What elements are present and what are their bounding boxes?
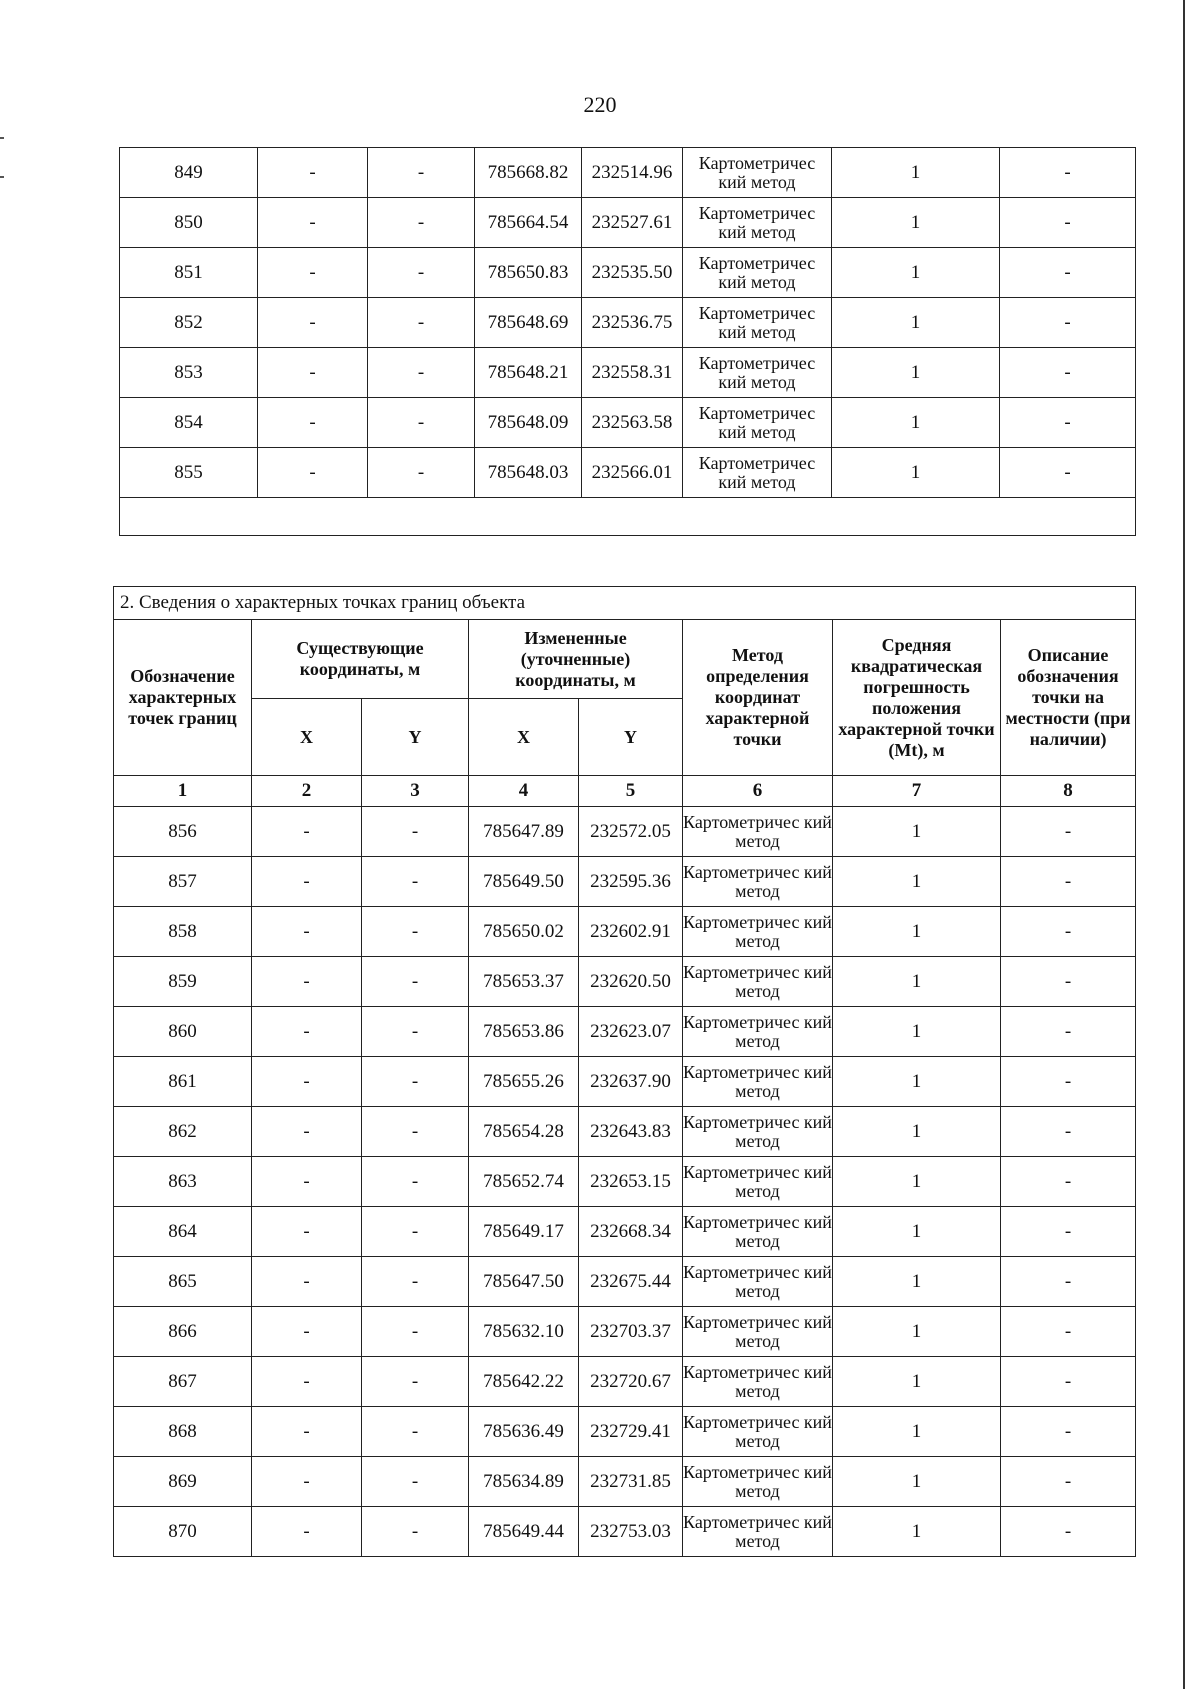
error-cell: 1 [833, 1257, 1001, 1307]
method-cell: Картометричес кий метод [683, 298, 832, 348]
description-cell: - [1001, 1157, 1136, 1207]
description-cell: - [1001, 1007, 1136, 1057]
changed-x-cell: 785654.28 [469, 1107, 579, 1157]
method-cell: Картометричес кий метод [683, 1257, 833, 1307]
point-id-cell: 869 [114, 1457, 252, 1507]
table2-caption-row [114, 587, 1136, 620]
existing-x-cell: - [252, 857, 362, 907]
table-row [120, 198, 1136, 248]
error-cell: 1 [833, 1357, 1001, 1407]
page-edge-rule [1183, 0, 1185, 1689]
point-id-cell: 866 [114, 1307, 252, 1357]
description-cell: - [1001, 1407, 1136, 1457]
changed-y-cell: 232637.90 [579, 1057, 683, 1107]
changed-x-cell: 785664.54 [475, 198, 582, 248]
table-row [114, 1307, 1136, 1357]
column-number: 3 [362, 776, 469, 807]
point-id-cell: 850 [120, 198, 258, 248]
table-row [114, 1057, 1136, 1107]
description-cell: - [1001, 1257, 1136, 1307]
header-description: Описание обозначения точки на местности (при наличии) [1001, 620, 1136, 776]
column-number: 5 [579, 776, 683, 807]
existing-x-cell: - [258, 448, 368, 498]
page-number: 220 [583, 92, 617, 117]
existing-y-cell: - [368, 298, 475, 348]
table-row [114, 1357, 1136, 1407]
existing-y-cell: - [362, 1507, 469, 1557]
existing-y-cell: - [362, 857, 469, 907]
method-cell: Картометричес кий метод [683, 957, 833, 1007]
existing-x-cell: - [252, 1507, 362, 1557]
header-error: Средняя квадратическая погрешность положения характерной точки (Mt), м [833, 620, 1001, 776]
existing-y-cell: - [368, 398, 475, 448]
existing-x-cell: - [252, 1157, 362, 1207]
existing-y-cell: - [368, 198, 475, 248]
table-row [114, 957, 1136, 1007]
error-cell: 1 [833, 1457, 1001, 1507]
description-cell: - [1000, 148, 1136, 198]
changed-x-cell: 785648.21 [475, 348, 582, 398]
existing-y-cell: - [368, 448, 475, 498]
changed-x-cell: 785647.50 [469, 1257, 579, 1307]
method-cell: Картометричес кий метод [683, 907, 833, 957]
existing-x-cell: - [252, 1257, 362, 1307]
existing-y-cell: - [362, 907, 469, 957]
column-number: 2 [252, 776, 362, 807]
existing-y-cell: - [368, 148, 475, 198]
table2-column-numbers [114, 776, 1136, 807]
boundary-points-table [113, 586, 1136, 1557]
existing-y-cell: - [362, 1207, 469, 1257]
existing-x-cell: - [252, 1007, 362, 1057]
point-id-cell: 852 [120, 298, 258, 348]
changed-x-cell: 785642.22 [469, 1357, 579, 1407]
error-cell: 1 [833, 1157, 1001, 1207]
existing-y-cell: - [362, 1307, 469, 1357]
column-number: 8 [1001, 776, 1136, 807]
error-cell: 1 [833, 907, 1001, 957]
header-existing-x: X [252, 699, 362, 776]
header-changed: Измененные (уточненные) координаты, м [469, 620, 683, 699]
coordinates-table-continued [119, 147, 1136, 536]
point-id-cell: 851 [120, 248, 258, 298]
error-cell: 1 [832, 148, 1000, 198]
changed-x-cell: 785649.17 [469, 1207, 579, 1257]
table-row [114, 1107, 1136, 1157]
method-cell: Картометричес кий метод [683, 1457, 833, 1507]
existing-y-cell: - [368, 248, 475, 298]
header-designation: Обозначение характерных точек границ [114, 620, 252, 776]
error-cell: 1 [833, 807, 1001, 857]
existing-x-cell: - [258, 148, 368, 198]
existing-x-cell: - [252, 1307, 362, 1357]
existing-y-cell: - [362, 1157, 469, 1207]
existing-x-cell: - [258, 398, 368, 448]
existing-y-cell: - [362, 1407, 469, 1457]
point-id-cell: 860 [114, 1007, 252, 1057]
existing-x-cell: - [252, 1357, 362, 1407]
method-cell: Картометричес кий метод [683, 1307, 833, 1357]
description-cell: - [1001, 957, 1136, 1007]
description-cell: - [1001, 907, 1136, 957]
changed-x-cell: 785655.26 [469, 1057, 579, 1107]
description-cell: - [1000, 298, 1136, 348]
table-row [114, 907, 1136, 957]
existing-x-cell: - [258, 248, 368, 298]
method-cell: Картометричес кий метод [683, 1207, 833, 1257]
method-cell: Картометричес кий метод [683, 1407, 833, 1457]
existing-x-cell: - [252, 1107, 362, 1157]
changed-y-cell: 232703.37 [579, 1307, 683, 1357]
existing-x-cell: - [252, 1057, 362, 1107]
description-cell: - [1001, 857, 1136, 907]
point-id-cell: 861 [114, 1057, 252, 1107]
changed-y-cell: 232527.61 [582, 198, 683, 248]
method-cell: Картометричес кий метод [683, 148, 832, 198]
changed-y-cell: 232620.50 [579, 957, 683, 1007]
point-id-cell: 855 [120, 448, 258, 498]
method-cell: Картометричес кий метод [683, 198, 832, 248]
error-cell: 1 [833, 1507, 1001, 1557]
table2-body [114, 807, 1136, 1557]
existing-y-cell: - [362, 1007, 469, 1057]
description-cell: - [1001, 1057, 1136, 1107]
changed-y-cell: 232563.58 [582, 398, 683, 448]
point-id-cell: 865 [114, 1257, 252, 1307]
changed-y-cell: 232536.75 [582, 298, 683, 348]
table-row [120, 248, 1136, 298]
method-cell: Картометричес кий метод [683, 248, 832, 298]
changed-x-cell: 785668.82 [475, 148, 582, 198]
error-cell: 1 [833, 957, 1001, 1007]
changed-x-cell: 785653.37 [469, 957, 579, 1007]
description-cell: - [1000, 348, 1136, 398]
changed-y-cell: 232643.83 [579, 1107, 683, 1157]
method-cell: Картометричес кий метод [683, 1157, 833, 1207]
column-number: 6 [683, 776, 833, 807]
table-row [114, 1007, 1136, 1057]
error-cell: 1 [833, 1207, 1001, 1257]
changed-y-cell: 232558.31 [582, 348, 683, 398]
point-id-cell: 858 [114, 907, 252, 957]
changed-y-cell: 232753.03 [579, 1507, 683, 1557]
error-cell: 1 [832, 248, 1000, 298]
point-id-cell: 854 [120, 398, 258, 448]
point-id-cell: 856 [114, 807, 252, 857]
changed-y-cell: 232602.91 [579, 907, 683, 957]
table1-body [120, 148, 1136, 498]
description-cell: - [1001, 1507, 1136, 1557]
error-cell: 1 [832, 398, 1000, 448]
description-cell: - [1000, 198, 1136, 248]
changed-x-cell: 785648.69 [475, 298, 582, 348]
table-row [114, 1457, 1136, 1507]
changed-y-cell: 232514.96 [582, 148, 683, 198]
changed-x-cell: 785636.49 [469, 1407, 579, 1457]
method-cell: Картометричес кий метод [683, 857, 833, 907]
method-cell: Картометричес кий метод [683, 807, 833, 857]
header-existing-y: Y [362, 699, 469, 776]
existing-x-cell: - [252, 1407, 362, 1457]
error-cell: 1 [833, 1107, 1001, 1157]
description-cell: - [1001, 1307, 1136, 1357]
error-cell: 1 [833, 1007, 1001, 1057]
changed-y-cell: 232653.15 [579, 1157, 683, 1207]
description-cell: - [1001, 807, 1136, 857]
column-number: 4 [469, 776, 579, 807]
method-cell: Картометричес кий метод [683, 1507, 833, 1557]
table-row [120, 148, 1136, 198]
table-row [114, 857, 1136, 907]
header-method: Метод определения координат характерной точки [683, 620, 833, 776]
changed-y-cell: 232675.44 [579, 1257, 683, 1307]
changed-y-cell: 232720.67 [579, 1357, 683, 1407]
point-id-cell: 859 [114, 957, 252, 1007]
method-cell: Картометричес кий метод [683, 398, 832, 448]
existing-y-cell: - [362, 1257, 469, 1307]
error-cell: 1 [832, 348, 1000, 398]
existing-x-cell: - [258, 298, 368, 348]
changed-x-cell: 785649.44 [469, 1507, 579, 1557]
point-id-cell: 862 [114, 1107, 252, 1157]
existing-x-cell: - [252, 907, 362, 957]
column-number: 7 [833, 776, 1001, 807]
changed-y-cell: 232572.05 [579, 807, 683, 857]
error-cell: 1 [833, 857, 1001, 907]
existing-y-cell: - [362, 1357, 469, 1407]
changed-y-cell: 232729.41 [579, 1407, 683, 1457]
changed-x-cell: 785634.89 [469, 1457, 579, 1507]
table-row [120, 398, 1136, 448]
point-id-cell: 868 [114, 1407, 252, 1457]
point-id-cell: 849 [120, 148, 258, 198]
changed-y-cell: 232668.34 [579, 1207, 683, 1257]
changed-x-cell: 785650.02 [469, 907, 579, 957]
existing-y-cell: - [362, 957, 469, 1007]
header-existing: Существующие координаты, м [252, 620, 469, 699]
table2-caption: 2. Сведения о характерных точках границ объекта [114, 587, 1136, 620]
changed-y-cell: 232595.36 [579, 857, 683, 907]
table-row [114, 1507, 1136, 1557]
description-cell: - [1001, 1107, 1136, 1157]
changed-x-cell: 785649.50 [469, 857, 579, 907]
point-id-cell: 853 [120, 348, 258, 398]
description-cell: - [1001, 1357, 1136, 1407]
point-id-cell: 867 [114, 1357, 252, 1407]
existing-y-cell: - [362, 1057, 469, 1107]
method-cell: Картометричес кий метод [683, 1107, 833, 1157]
empty-cell [120, 498, 1136, 536]
existing-y-cell: - [362, 1107, 469, 1157]
point-id-cell: 863 [114, 1157, 252, 1207]
table-row [120, 348, 1136, 398]
error-cell: 1 [833, 1057, 1001, 1107]
changed-y-cell: 232731.85 [579, 1457, 683, 1507]
table2-header-row-1 [114, 620, 1136, 699]
changed-x-cell: 785650.83 [475, 248, 582, 298]
point-id-cell: 870 [114, 1507, 252, 1557]
table-row [120, 448, 1136, 498]
error-cell: 1 [833, 1407, 1001, 1457]
changed-x-cell: 785632.10 [469, 1307, 579, 1357]
method-cell: Картометричес кий метод [683, 1007, 833, 1057]
existing-y-cell: - [362, 1457, 469, 1507]
method-cell: Картометричес кий метод [683, 348, 832, 398]
existing-x-cell: - [258, 198, 368, 248]
header-changed-y: Y [579, 699, 683, 776]
margin-tick [0, 176, 4, 178]
table-row [114, 1407, 1136, 1457]
existing-y-cell: - [362, 807, 469, 857]
existing-x-cell: - [252, 807, 362, 857]
description-cell: - [1001, 1457, 1136, 1507]
table-row [114, 807, 1136, 857]
changed-y-cell: 232623.07 [579, 1007, 683, 1057]
table1-empty-row [120, 498, 1136, 536]
table-row [114, 1157, 1136, 1207]
changed-x-cell: 785648.09 [475, 398, 582, 448]
margin-tick [0, 137, 4, 139]
changed-y-cell: 232566.01 [582, 448, 683, 498]
changed-x-cell: 785648.03 [475, 448, 582, 498]
point-id-cell: 857 [114, 857, 252, 907]
header-changed-x: X [469, 699, 579, 776]
existing-x-cell: - [252, 1457, 362, 1507]
existing-y-cell: - [368, 348, 475, 398]
changed-x-cell: 785647.89 [469, 807, 579, 857]
description-cell: - [1000, 398, 1136, 448]
point-id-cell: 864 [114, 1207, 252, 1257]
changed-x-cell: 785653.86 [469, 1007, 579, 1057]
error-cell: 1 [832, 298, 1000, 348]
changed-y-cell: 232535.50 [582, 248, 683, 298]
table-row [114, 1257, 1136, 1307]
description-cell: - [1000, 448, 1136, 498]
existing-x-cell: - [258, 348, 368, 398]
description-cell: - [1001, 1207, 1136, 1257]
method-cell: Картометричес кий метод [683, 448, 832, 498]
error-cell: 1 [832, 198, 1000, 248]
error-cell: 1 [833, 1307, 1001, 1357]
column-number: 1 [114, 776, 252, 807]
description-cell: - [1000, 248, 1136, 298]
existing-x-cell: - [252, 1207, 362, 1257]
changed-x-cell: 785652.74 [469, 1157, 579, 1207]
existing-x-cell: - [252, 957, 362, 1007]
table-row [114, 1207, 1136, 1257]
error-cell: 1 [832, 448, 1000, 498]
table-row [120, 298, 1136, 348]
method-cell: Картометричес кий метод [683, 1357, 833, 1407]
method-cell: Картометричес кий метод [683, 1057, 833, 1107]
